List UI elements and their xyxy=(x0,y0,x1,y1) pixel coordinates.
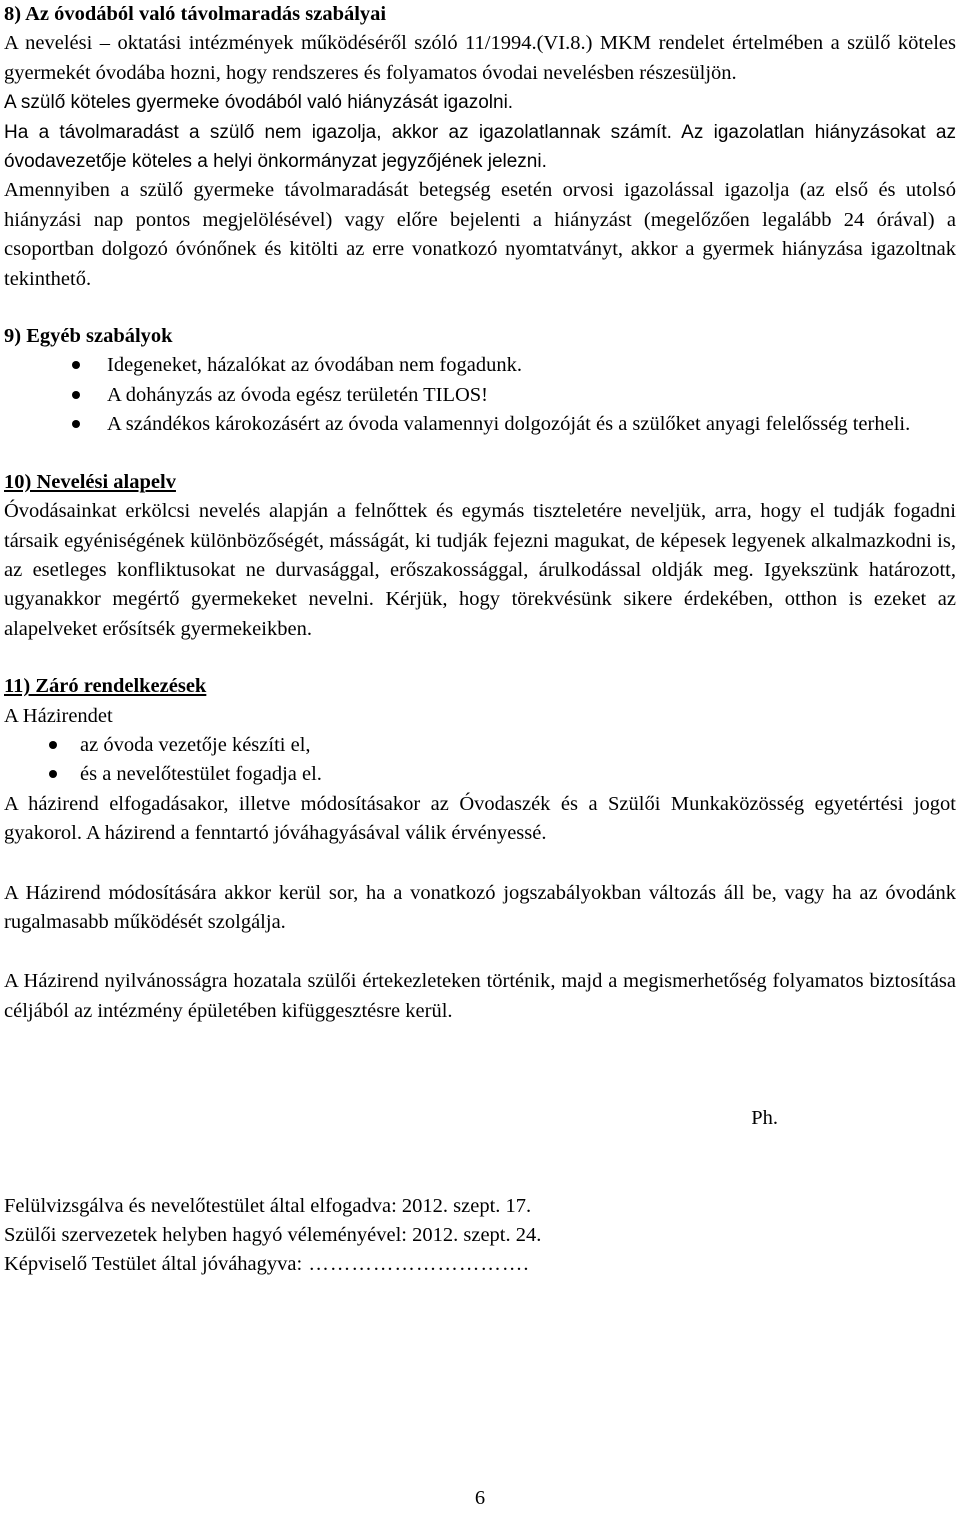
section-8-paragraph-3b: Az igazolatlan hiányzásokat az óvodavezetője köteles a helyi önkormányzat jegyzőjének jelezni. xyxy=(4,121,956,173)
section-11-paragraph-2: A Házirend módosítására akkor kerül sor, ha a vonatkozó jogszabályokban változás áll be, vagy ha az óvodánk rugalmasabb működését szolgálja. xyxy=(4,881,956,933)
section-10-title: 10) Nevelési alapelv xyxy=(4,470,176,493)
section-9-title: 9) Egyéb szabályok xyxy=(4,325,173,348)
section-8-paragraph-3a: Ha a távolmaradást a szülő nem igazolja, akkor az igazolatlannak számít. xyxy=(4,121,672,143)
list-item: A szándékos károkozásért az óvoda valamennyi dolgozóját és a szülőket anyagi felelősség terheli. xyxy=(4,410,956,439)
approval-line-2: Szülői szervezetek helyben hagyó véleményével: 2012. szept. 24. xyxy=(4,1224,542,1246)
bullet-icon xyxy=(72,391,80,399)
approval-line-3-label: Képviselő Testület által jóváhagyva: xyxy=(4,1253,303,1276)
section-8-title: 8) Az óvodából való távolmaradás szabályai xyxy=(4,3,387,25)
section-9-list xyxy=(4,351,956,439)
approval-line-3 xyxy=(4,1250,956,1279)
section-8-paragraph-3 xyxy=(4,118,956,177)
section-11-list xyxy=(4,731,956,790)
approval-line-1: Felülvizsgálva és nevelőtestület által elfogadva: 2012. szept. 17. xyxy=(4,1194,532,1217)
signature-dots: …………………………. xyxy=(302,1253,530,1276)
section-8-paragraph-1: A nevelési – oktatási intézmények működéséről szóló 11/1994.(VI.8.) MKM rendelet értelmében a szülő köteles gyermekét óvodába hozni, hogy rendszeres és folyamatos óvodai nevelésben részesüljön. xyxy=(4,32,956,84)
list-item: az óvoda vezetője készíti el, xyxy=(4,731,956,760)
section-8-paragraph-2: A szülő köteles gyermeke óvodából való hiányzását igazolni. xyxy=(4,92,514,114)
section-11-paragraph-1: A házirend elfogadásakor, illetve módosításakor az Óvodaszék és a Szülői Munkaközösség egyetértési jogot gyakorol. A házirend a fenntartó jóváhagyásával válik érvényessé. xyxy=(4,792,956,845)
document-page xyxy=(4,0,956,1280)
bullet-icon xyxy=(49,741,57,749)
bullet-icon xyxy=(49,770,57,778)
section-10-paragraph: Óvodásainkat erkölcsi nevelés alapján a felnőttek és egymás tiszteletére neveljük, arra, hogy el tudják fogadni társaik egyéniségének különbözőségét, másságát, ki tudják fejezni magukat, de képesek legyenek alkalmazkodni is, az esetleges konfliktusokat ne durvasággal, erőszakossággal, árulkodással oldják meg. Igyekszünk határozott, ugyanakkor megértő gyermekeket nevelni. Kérjük, hogy törekvésünk sikere érdekében, otthon is ezeket az alapelveket erősítsék gyermekeikben. xyxy=(4,500,956,640)
page-number: 6 xyxy=(474,1487,486,1509)
approval-footer xyxy=(4,1192,956,1280)
section-11-intro: A Házirendet xyxy=(4,704,113,727)
section-11-title: 11) Záró rendelkezések xyxy=(4,675,207,698)
stamp-placeholder: Ph. xyxy=(751,1107,778,1130)
bullet-icon xyxy=(72,361,80,369)
section-8-paragraph-4: Amennyiben a szülő gyermeke távolmaradását betegség esetén orvosi igazolással igazolja (az első és utolsó hiányzási nap pontos megjelölésével) vagy előre bejelenti a hiányzást (megelőzően legalább 24 órával) a csoportban dolgozó óvónőnek és kitölti az erre vonatkozó nyomtatványt, akkor a gyermek hiányzása igazoltnak tekinthető. xyxy=(4,179,956,290)
list-item: Idegeneket, házalókat az óvodában nem fogadunk. xyxy=(4,351,956,380)
section-11-paragraph-3: A Házirend nyilvánosságra hozatala szülői értekezleteken történik, majd a megismerhetőség folyamatos biztosítása céljából az intézmény épületében kifüggesztésre kerül. xyxy=(4,970,956,1022)
list-item: A dohányzás az óvoda egész területén TILOS! xyxy=(4,381,956,410)
bullet-icon xyxy=(72,420,80,428)
list-item: és a nevelőtestület fogadja el. xyxy=(4,760,956,789)
